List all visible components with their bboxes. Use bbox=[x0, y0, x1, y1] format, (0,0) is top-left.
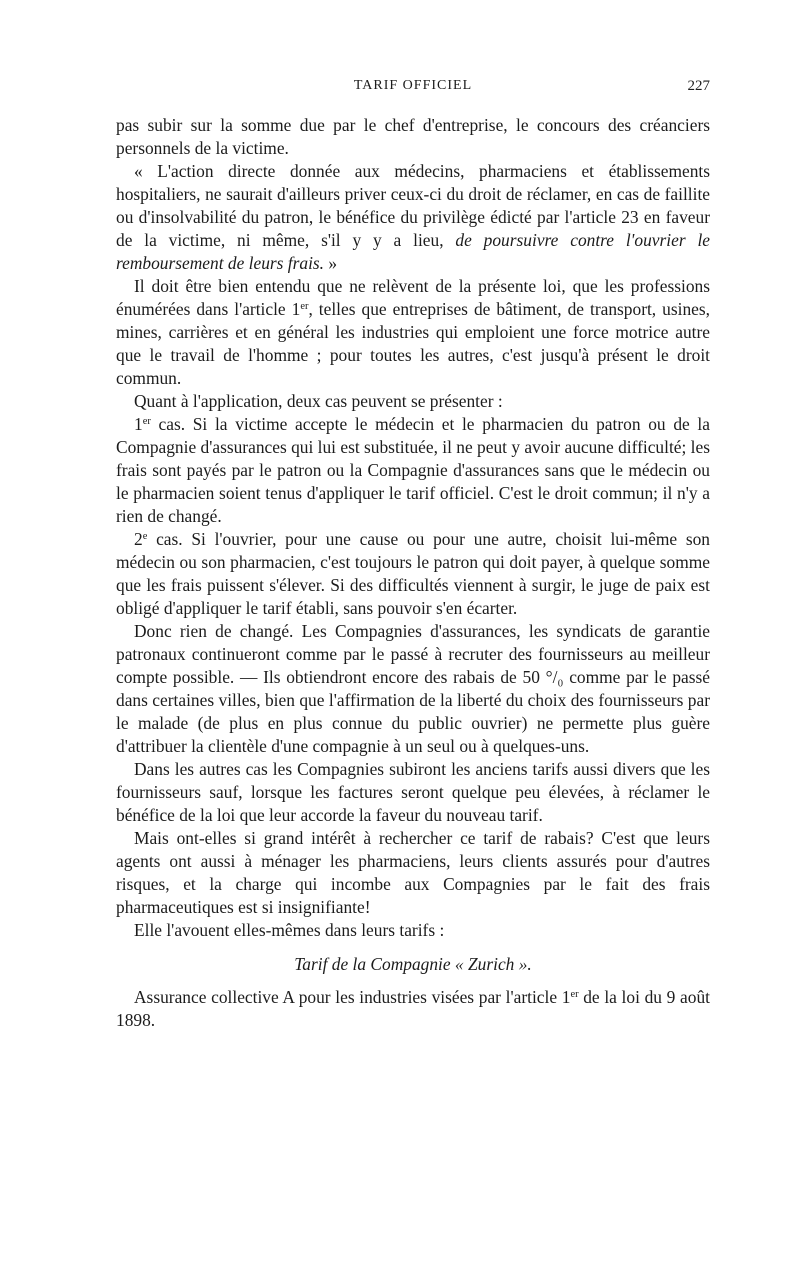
paragraph-11-text-b: de la loi du 9 août 1898. bbox=[116, 987, 710, 1030]
paragraph-1: pas subir sur la somme due par le chef d'entreprise, le concours des créanciers personnels de la victime. bbox=[116, 115, 710, 158]
body-text bbox=[116, 114, 710, 1032]
section-subtitle: Tarif de la Compagnie « Zurich ». bbox=[294, 954, 532, 974]
paragraph-9: Mais ont-elles si grand intérêt à rechercher ce tarif de rabais? C'est que leurs agents ont aussi à ménager les pharmaciens, leurs clients assurés pour d'autres risques, et la charge qui incombe aux Compagnies par le fait des frais pharmaceutiques est si insignifiante! bbox=[116, 828, 710, 917]
case-2-text: cas. Si l'ouvrier, pour une cause ou pour une autre, choisit lui-même son médecin ou son pharmacien, c'est toujours le patron qui doit payer, à quelque somme que les frais puissent s'élever. Si des difficultés viennent à surgir, le juge de paix est obligé d'appliquer le tarif établi, sans pouvoir s'en écarter. bbox=[116, 529, 710, 618]
paragraph-3 bbox=[116, 275, 710, 390]
paragraph-4: Quant à l'application, deux cas peuvent se présenter : bbox=[134, 391, 503, 411]
running-head bbox=[116, 78, 710, 100]
paragraph-2-italic: de poursuivre contre l'ouvrier le remboursement de leurs frais. bbox=[116, 230, 710, 273]
case-1-superscript: er bbox=[142, 415, 151, 427]
paragraph-10: Elle l'avouent elles-mêmes dans leurs tarifs : bbox=[134, 920, 445, 940]
paragraph-8: Dans les autres cas les Compagnies subiront les anciens tarifs aussi divers que les fournisseurs sauf, lorsque les factures seront quelque peu élevées, à réclamer le bénéfice de la loi que leur accorde la faveur du nouveau tarif. bbox=[116, 759, 710, 825]
case-1-number: 1 bbox=[134, 414, 143, 434]
paragraph-2 bbox=[116, 160, 710, 275]
case-2-superscript: e bbox=[142, 530, 148, 542]
running-title: TARIF OFFICIEL bbox=[353, 78, 473, 93]
paragraph-7: Donc rien de changé. Les Compagnies d'assurances, les syndicats de garantie patronaux continueront comme par le passé à recruter des fournisseurs au meilleur compte possible. — Ils obtiendront encore des rabais de 50 °/₀ comme par le passé dans certaines villes, bien que l'affirmation de la liberté du choix des fournisseurs par le malade (de plus en plus connue du public ouvrier) ne permette plus guère d'attribuer la clientèle d'une compagnie à un seul ou à quelques-uns. bbox=[116, 621, 710, 756]
paragraph-6 bbox=[116, 528, 710, 620]
paragraph-3-superscript: er bbox=[300, 300, 309, 312]
paragraph-2-text: « L'action directe donnée aux médecins, pharmaciens et établissements hospitaliers, ne saurait d'ailleurs priver ceux-ci du droit de réclamer, en cas de faillite ou d'insolvabilité du patron, le bénéfice du privilège édicté par l'article 23 en faveur de la victime, ni même, s'il y y a lieu, bbox=[116, 161, 710, 250]
page-number: 227 bbox=[687, 78, 710, 94]
case-2-number: 2 bbox=[134, 529, 143, 549]
paragraph-3-text-a: Il doit être bien entendu que ne relèvent de la présente loi, que les professions énumérées dans l'article 1 bbox=[116, 276, 710, 319]
paragraph-11-text-a: Assurance collective A pour les industries visées par l'article 1 bbox=[134, 987, 571, 1007]
paragraph-2-close-quote: » bbox=[324, 253, 338, 273]
paragraph-3-text-b: , telles que entreprises de bâtiment, de transport, usines, mines, carrières et en général les industries qui emploient une force motrice autre que le travail de l'homme ; pour toutes les autres, c'est jusqu'à présent le droit commun. bbox=[116, 299, 710, 388]
paragraph-11-superscript: er bbox=[570, 988, 579, 1000]
case-1-text: cas. Si la victime accepte le médecin et le pharmacien du patron ou de la Compagnie d'assurances qui lui est substituée, il ne peut y avoir aucune difficulté; les frais sont payés par le patron ou la Compagnie d'assurances sans que le médecin ou le pharmacien soient tenus d'appliquer le tarif officiel. C'est le droit commun; il n'y a rien de changé. bbox=[116, 414, 710, 526]
paragraph-5 bbox=[116, 413, 710, 528]
paragraph-11 bbox=[116, 986, 710, 1032]
